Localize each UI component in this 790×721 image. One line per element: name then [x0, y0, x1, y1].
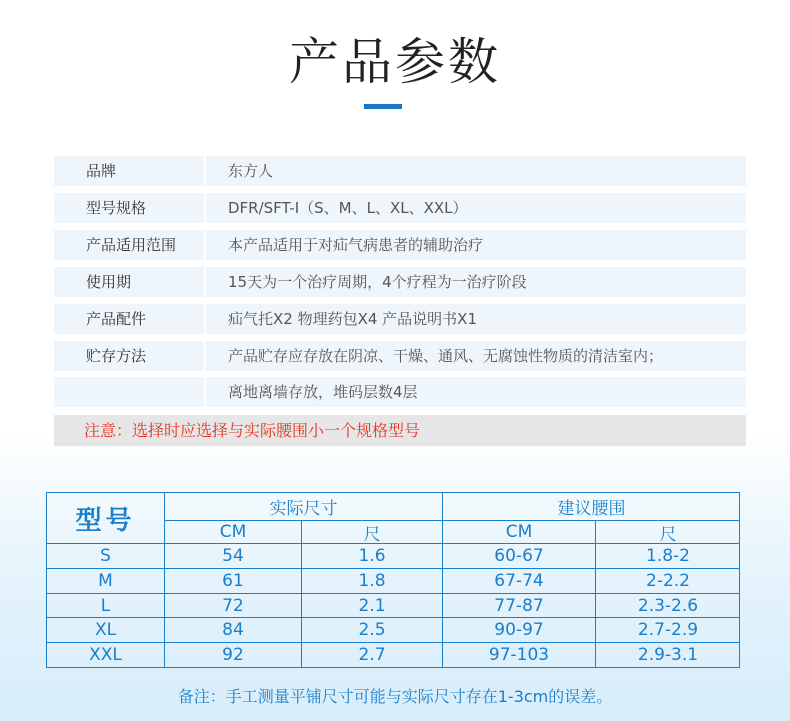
size-cell: 2-2.2: [596, 569, 740, 594]
spec-label: 产品适用范围: [54, 230, 204, 260]
sub-header-cm: CM: [165, 521, 302, 544]
size-cell: 2.3-2.6: [596, 594, 740, 618]
notice-banner: 注意：选择时应选择与实际腰围小一个规格型号: [54, 415, 746, 446]
size-cell: 1.6: [302, 544, 443, 569]
sub-header-cm: CM: [443, 521, 596, 544]
size-cell: 2.5: [302, 618, 443, 643]
size-table: [46, 492, 740, 668]
title-underline: [364, 104, 402, 109]
size-cell: S: [47, 544, 165, 569]
waist-header: 建议腰围: [443, 493, 740, 521]
actual-size-header: 实际尺寸: [165, 493, 443, 521]
spec-value: 东方人: [206, 156, 746, 186]
spec-label: 产品配件: [54, 304, 204, 334]
spec-label: [54, 377, 204, 407]
spec-value: 离地离墙存放，堆码层数4层: [206, 377, 746, 407]
spec-value: 疝气托X2 物理药包X4 产品说明书X1: [206, 304, 746, 334]
spec-label: 使用期: [54, 267, 204, 297]
size-cell: 2.1: [302, 594, 443, 618]
spec-label: 贮存方法: [54, 341, 204, 371]
size-cell: 1.8: [302, 569, 443, 594]
spec-value: 本产品适用于对疝气病患者的辅助治疗: [206, 230, 746, 260]
spec-row-brand: [54, 156, 746, 186]
model-header: 型号: [47, 493, 165, 544]
size-cell: M: [47, 569, 165, 594]
spec-value: 产品贮存应存放在阴凉、干燥、通风、无腐蚀性物质的清洁室内；: [206, 341, 746, 371]
size-cell: 84: [165, 618, 302, 643]
footnote: 备注：手工测量平铺尺寸可能与实际尺寸存在1-3cm的误差。: [177, 687, 613, 706]
page-title: 产品参数: [289, 33, 501, 91]
size-cell: 2.7-2.9: [596, 618, 740, 643]
size-cell: 2.9-3.1: [637, 645, 699, 665]
size-cell: 1.8-2: [596, 544, 740, 569]
size-cell: 60-67: [443, 544, 596, 569]
spec-row-period: [54, 267, 746, 297]
size-cell: 61: [165, 569, 302, 594]
size-cell: 90-97: [443, 618, 596, 643]
size-cell: 92: [165, 643, 302, 667]
size-cell: XL: [47, 618, 165, 643]
spec-row-storage: [54, 341, 746, 371]
spec-row-accessories: [54, 304, 746, 334]
spec-row-model: [54, 193, 746, 223]
size-cell: 97-103: [443, 643, 596, 667]
spec-value: 15天为一个治疗周期，4个疗程为一治疗阶段: [206, 267, 746, 297]
spec-row-storage-cont: [54, 377, 746, 407]
size-cell: 77-87: [443, 594, 596, 618]
sub-header-chi: 尺: [596, 521, 740, 544]
size-cell: 54: [165, 544, 302, 569]
size-cell: L: [47, 594, 165, 618]
size-cell: 72: [165, 594, 302, 618]
spec-label: 型号规格: [54, 193, 204, 223]
size-cell: 2.7: [302, 643, 443, 667]
sub-header-chi: 尺: [302, 521, 443, 544]
size-cell: 67-74: [443, 569, 596, 594]
spec-label: 品牌: [54, 156, 204, 186]
spec-value: DFR/SFT-I（S、M、L、XL、XXL）: [206, 193, 746, 223]
size-cell: XXL: [47, 643, 165, 667]
spec-row-scope: [54, 230, 746, 260]
